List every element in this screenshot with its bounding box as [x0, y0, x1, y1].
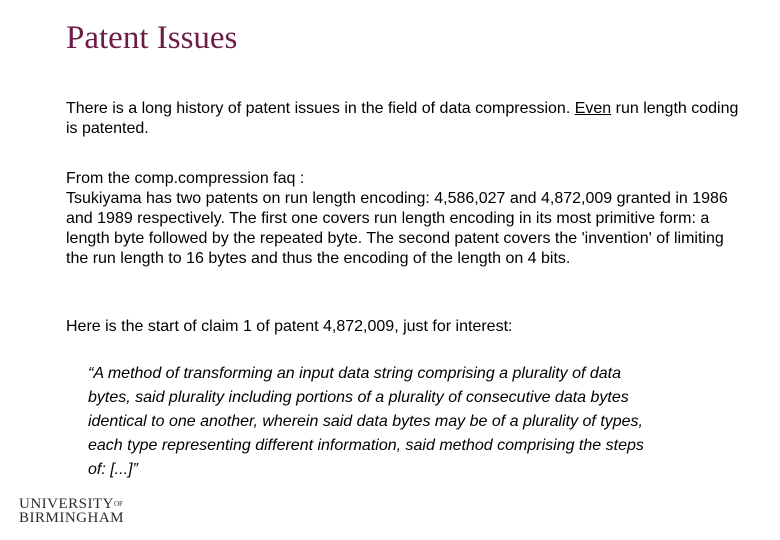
university-logo: [19, 497, 124, 525]
underlined-word: Even: [574, 100, 612, 117]
logo-birmingham: BIRMINGHAM: [19, 510, 125, 526]
intro-text-start: There is a long history of patent issues in the field of data compression.: [66, 100, 575, 117]
faq-paragraph: [66, 169, 746, 269]
logo-university: UNIVERSITY: [19, 496, 114, 512]
intro-paragraph: [66, 99, 746, 139]
faq-patent-text: Tsukiyama has two patents on run length encoding: 4,586,027 and 4,872,009 granted in 1986 and 1989 respectively. The first one covers run length encoding in its most primitive form: a length byte followed by the repeated byte. The second patent covers the 'invention' of limiting the run length to 16 bytes and thus the encoding of the length on 4 bits.: [66, 190, 728, 267]
logo-of: OF: [114, 500, 123, 508]
claim-quote: “A method of transforming an input data string comprising a plurality of data bytes, said plurality including portions of a plurality of consecutive data bytes identical to one another, wherein said data bytes may be of a plurality of types, each type representing different information, said method comprising the steps of: [...]”: [88, 365, 644, 478]
claim-intro: Here is the start of claim 1 of patent 4,872,009, just for interest:: [66, 318, 513, 335]
faq-source-line: From the comp.compression faq :: [66, 170, 305, 187]
slide-title: Patent Issues: [66, 20, 238, 56]
intro-text-end: run length coding is patented.: [66, 100, 739, 137]
